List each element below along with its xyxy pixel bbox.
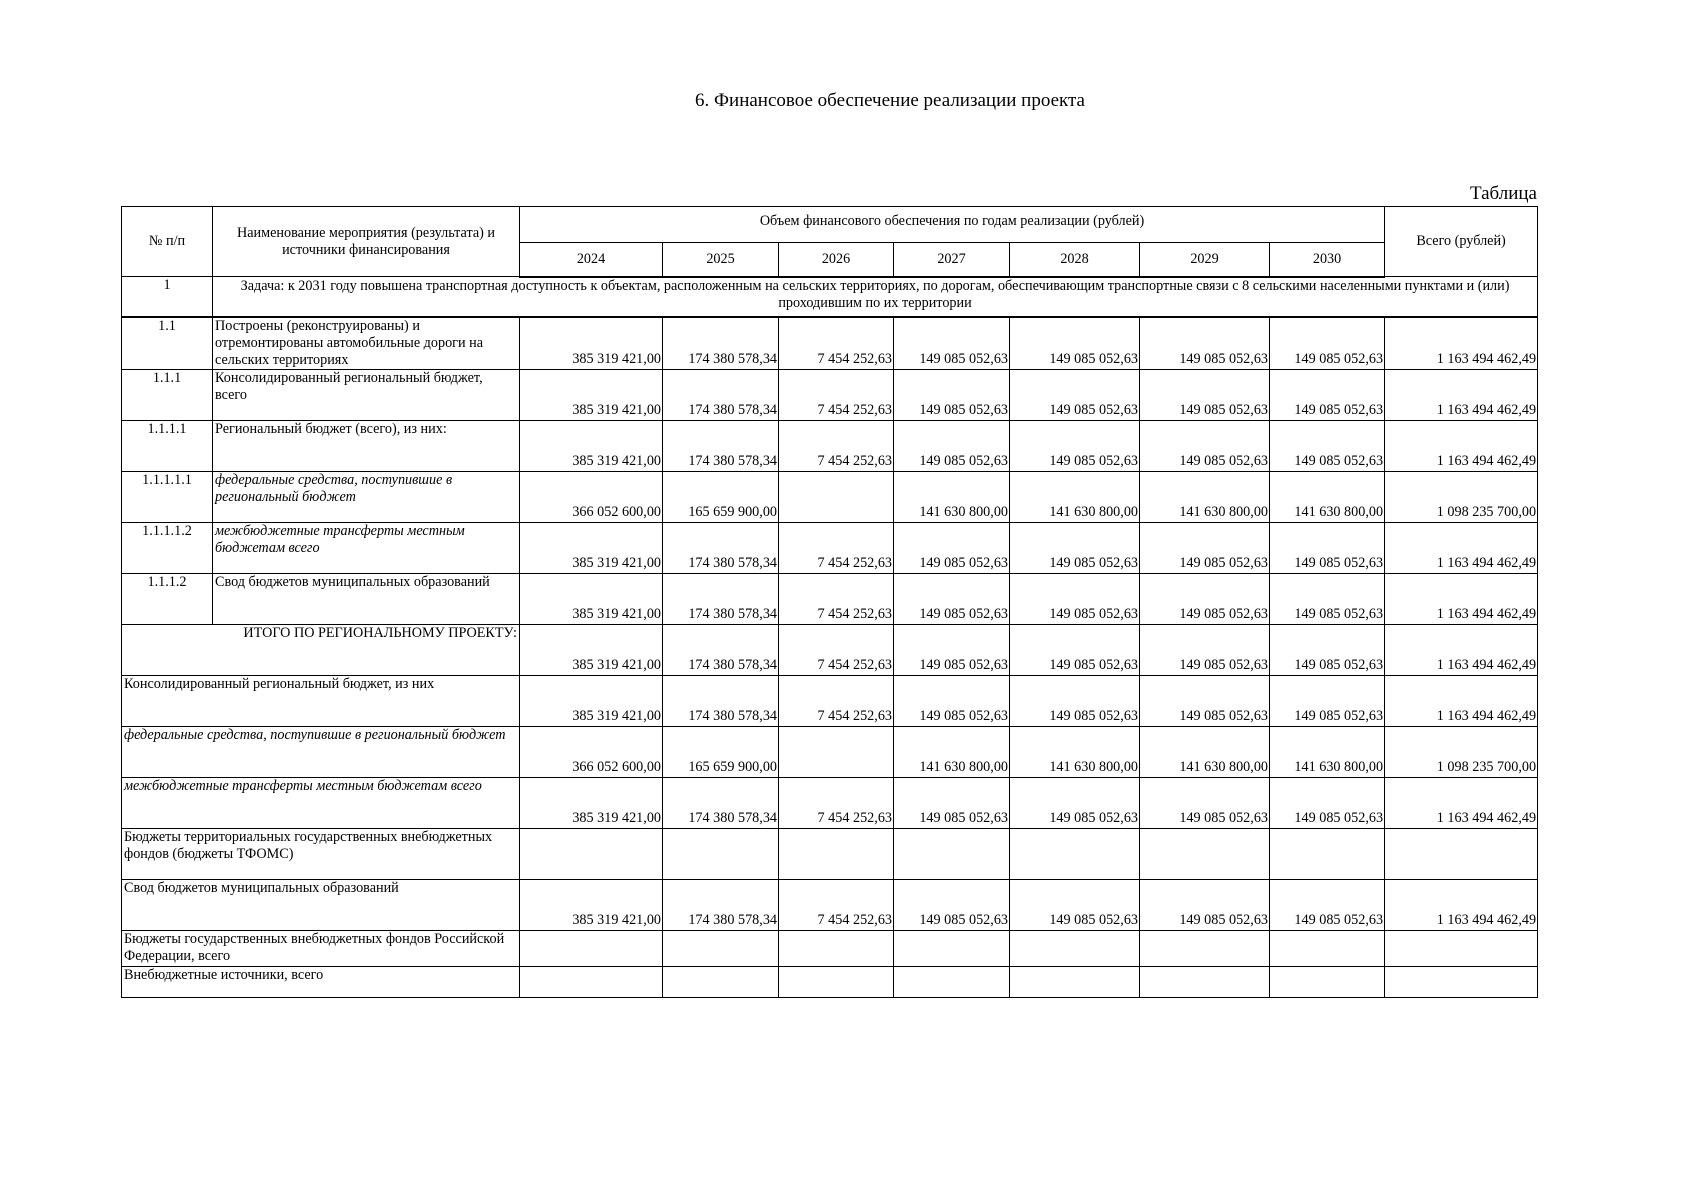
summary-value: 149 085 052,63 bbox=[1010, 624, 1140, 675]
row-total: 1 163 494 462,49 bbox=[1385, 420, 1538, 471]
summary-value: 174 380 578,34 bbox=[663, 777, 779, 828]
header-num: № п/п bbox=[122, 207, 213, 277]
row-value: 149 085 052,63 bbox=[894, 420, 1010, 471]
row-value: 149 085 052,63 bbox=[1010, 420, 1140, 471]
row-value: 149 085 052,63 bbox=[894, 573, 1010, 624]
row-value: 149 085 052,63 bbox=[1270, 420, 1385, 471]
summary-value: 149 085 052,63 bbox=[1270, 624, 1385, 675]
summary-value: 149 085 052,63 bbox=[894, 624, 1010, 675]
row-total: 1 098 235 700,00 bbox=[1385, 471, 1538, 522]
task-text: Задача: к 2031 году повышена транспортная доступность к объектам, расположенным на сельских территориях, по дорогам, обеспечивающим транспортные связи с 8 сельскими населенными пунктами и (или) проходившим по их территории bbox=[213, 277, 1538, 317]
row-name: Свод бюджетов муниципальных образований bbox=[213, 573, 520, 624]
year-header: 2028 bbox=[1010, 243, 1140, 277]
summary-name: Бюджеты территориальных государственных внебюджетных фондов (бюджеты ТФОМС) bbox=[122, 828, 520, 879]
summary-value bbox=[520, 828, 663, 879]
summary-value: 385 319 421,00 bbox=[520, 879, 663, 930]
summary-value bbox=[1010, 828, 1140, 879]
row-value: 149 085 052,63 bbox=[1140, 317, 1270, 370]
row-value: 149 085 052,63 bbox=[1010, 369, 1140, 420]
row-name: федеральные средства, поступившие в региональный бюджет bbox=[213, 471, 520, 522]
row-name: межбюджетные трансферты местным бюджетам всего bbox=[213, 522, 520, 573]
summary-row bbox=[122, 828, 1538, 879]
summary-value: 149 085 052,63 bbox=[1010, 879, 1140, 930]
summary-value bbox=[1270, 966, 1385, 997]
summary-row bbox=[122, 675, 1538, 726]
row-value: 149 085 052,63 bbox=[1140, 420, 1270, 471]
row-value: 7 454 252,63 bbox=[779, 369, 894, 420]
summary-row bbox=[122, 726, 1538, 777]
summary-value: 141 630 800,00 bbox=[894, 726, 1010, 777]
summary-value bbox=[1010, 966, 1140, 997]
row-name: Консолидированный региональный бюджет, всего bbox=[213, 369, 520, 420]
row-num: 1.1.1.2 bbox=[122, 573, 213, 624]
row-value bbox=[779, 471, 894, 522]
summary-value bbox=[1270, 828, 1385, 879]
row-name: Построены (реконструированы) и отремонтированы автомобильные дороги на сельских территориях bbox=[213, 317, 520, 370]
summary-total: 1 163 494 462,49 bbox=[1385, 777, 1538, 828]
row-num: 1.1.1.1.2 bbox=[122, 522, 213, 573]
summary-value bbox=[520, 966, 663, 997]
summary-row bbox=[122, 624, 1538, 675]
table-row bbox=[122, 522, 1538, 573]
summary-name: Бюджеты государственных внебюджетных фондов Российской Федерации, всего bbox=[122, 930, 520, 966]
summary-value: 174 380 578,34 bbox=[663, 624, 779, 675]
summary-value bbox=[520, 930, 663, 966]
table-row bbox=[122, 317, 1538, 370]
summary-value: 141 630 800,00 bbox=[1270, 726, 1385, 777]
summary-row bbox=[122, 879, 1538, 930]
summary-value bbox=[663, 828, 779, 879]
row-num: 1.1.1 bbox=[122, 369, 213, 420]
summary-value: 149 085 052,63 bbox=[1270, 879, 1385, 930]
summary-value bbox=[1140, 966, 1270, 997]
summary-value: 149 085 052,63 bbox=[1010, 777, 1140, 828]
summary-value: 149 085 052,63 bbox=[894, 675, 1010, 726]
summary-name: федеральные средства, поступившие в региональный бюджет bbox=[122, 726, 520, 777]
row-value: 141 630 800,00 bbox=[1010, 471, 1140, 522]
table-row bbox=[122, 471, 1538, 522]
table-row bbox=[122, 369, 1538, 420]
summary-name: межбюджетные трансферты местным бюджетам всего bbox=[122, 777, 520, 828]
summary-value bbox=[894, 930, 1010, 966]
row-value: 174 380 578,34 bbox=[663, 420, 779, 471]
summary-value bbox=[779, 930, 894, 966]
summary-value: 7 454 252,63 bbox=[779, 777, 894, 828]
summary-value: 149 085 052,63 bbox=[1140, 624, 1270, 675]
row-value: 7 454 252,63 bbox=[779, 522, 894, 573]
year-header: 2030 bbox=[1270, 243, 1385, 277]
row-value: 149 085 052,63 bbox=[1010, 317, 1140, 370]
row-value: 385 319 421,00 bbox=[520, 573, 663, 624]
row-value: 149 085 052,63 bbox=[1010, 573, 1140, 624]
summary-value: 149 085 052,63 bbox=[1140, 675, 1270, 726]
document-title: 6. Финансовое обеспечение реализации проекта bbox=[695, 90, 1085, 111]
summary-value: 7 454 252,63 bbox=[779, 624, 894, 675]
summary-name: Внебюджетные источники, всего bbox=[122, 966, 520, 997]
year-header: 2026 bbox=[779, 243, 894, 277]
row-value: 149 085 052,63 bbox=[894, 317, 1010, 370]
summary-value bbox=[779, 966, 894, 997]
year-header: 2027 bbox=[894, 243, 1010, 277]
summary-value: 149 085 052,63 bbox=[1140, 777, 1270, 828]
row-num: 1.1 bbox=[122, 317, 213, 370]
summary-value: 385 319 421,00 bbox=[520, 675, 663, 726]
summary-value: 7 454 252,63 bbox=[779, 879, 894, 930]
summary-value: 385 319 421,00 bbox=[520, 777, 663, 828]
summary-row bbox=[122, 930, 1538, 966]
summary-value: 174 380 578,34 bbox=[663, 879, 779, 930]
summary-value bbox=[663, 966, 779, 997]
row-value: 385 319 421,00 bbox=[520, 522, 663, 573]
row-value: 149 085 052,63 bbox=[1140, 573, 1270, 624]
row-num: 1.1.1.1.1 bbox=[122, 471, 213, 522]
header-volume: Объем финансового обеспечения по годам реализации (рублей) bbox=[520, 207, 1385, 243]
row-value: 149 085 052,63 bbox=[1140, 369, 1270, 420]
row-value: 7 454 252,63 bbox=[779, 420, 894, 471]
summary-value: 149 085 052,63 bbox=[894, 777, 1010, 828]
summary-total: 1 163 494 462,49 bbox=[1385, 675, 1538, 726]
summary-value bbox=[894, 966, 1010, 997]
summary-value: 7 454 252,63 bbox=[779, 675, 894, 726]
row-total: 1 163 494 462,49 bbox=[1385, 522, 1538, 573]
task-num: 1 bbox=[122, 277, 213, 317]
summary-name: Консолидированный региональный бюджет, из них bbox=[122, 675, 520, 726]
summary-total bbox=[1385, 930, 1538, 966]
row-value: 141 630 800,00 bbox=[1270, 471, 1385, 522]
summary-total bbox=[1385, 966, 1538, 997]
summary-value: 149 085 052,63 bbox=[1270, 675, 1385, 726]
summary-row bbox=[122, 966, 1538, 997]
summary-name: Свод бюджетов муниципальных образований bbox=[122, 879, 520, 930]
row-total: 1 163 494 462,49 bbox=[1385, 317, 1538, 370]
row-value: 7 454 252,63 bbox=[779, 317, 894, 370]
row-value: 149 085 052,63 bbox=[1270, 573, 1385, 624]
row-value: 149 085 052,63 bbox=[1270, 522, 1385, 573]
summary-value: 366 052 600,00 bbox=[520, 726, 663, 777]
row-value: 385 319 421,00 bbox=[520, 317, 663, 370]
summary-value bbox=[663, 930, 779, 966]
summary-total: 1 163 494 462,49 bbox=[1385, 624, 1538, 675]
summary-value: 174 380 578,34 bbox=[663, 675, 779, 726]
summary-value: 141 630 800,00 bbox=[1140, 726, 1270, 777]
row-value: 149 085 052,63 bbox=[894, 369, 1010, 420]
row-value: 385 319 421,00 bbox=[520, 369, 663, 420]
row-value: 141 630 800,00 bbox=[1140, 471, 1270, 522]
summary-value: 149 085 052,63 bbox=[1270, 777, 1385, 828]
row-value: 174 380 578,34 bbox=[663, 317, 779, 370]
summary-row bbox=[122, 777, 1538, 828]
summary-value: 165 659 900,00 bbox=[663, 726, 779, 777]
row-value: 149 085 052,63 bbox=[1140, 522, 1270, 573]
row-value: 385 319 421,00 bbox=[520, 420, 663, 471]
summary-value bbox=[779, 828, 894, 879]
table-row bbox=[122, 573, 1538, 624]
row-name: Региональный бюджет (всего), из них: bbox=[213, 420, 520, 471]
year-header: 2024 bbox=[520, 243, 663, 277]
row-total: 1 163 494 462,49 bbox=[1385, 369, 1538, 420]
summary-value bbox=[1270, 930, 1385, 966]
row-value: 7 454 252,63 bbox=[779, 573, 894, 624]
header-name: Наименование мероприятия (результата) и источники финансирования bbox=[213, 207, 520, 277]
table-caption: Таблица bbox=[1469, 183, 1537, 204]
row-value: 149 085 052,63 bbox=[1010, 522, 1140, 573]
row-value: 149 085 052,63 bbox=[1270, 369, 1385, 420]
summary-value bbox=[1140, 930, 1270, 966]
task-row bbox=[122, 277, 1538, 317]
header-row bbox=[122, 207, 1538, 243]
summary-value: 385 319 421,00 bbox=[520, 624, 663, 675]
summary-value bbox=[779, 726, 894, 777]
summary-value bbox=[894, 828, 1010, 879]
row-num: 1.1.1.1 bbox=[122, 420, 213, 471]
row-total: 1 163 494 462,49 bbox=[1385, 573, 1538, 624]
summary-value: 141 630 800,00 bbox=[1010, 726, 1140, 777]
summary-value: 149 085 052,63 bbox=[1010, 675, 1140, 726]
row-value: 366 052 600,00 bbox=[520, 471, 663, 522]
row-value: 141 630 800,00 bbox=[894, 471, 1010, 522]
row-value: 174 380 578,34 bbox=[663, 522, 779, 573]
row-value: 174 380 578,34 bbox=[663, 369, 779, 420]
summary-total: 1 163 494 462,49 bbox=[1385, 879, 1538, 930]
table-body bbox=[122, 207, 1538, 998]
row-value: 165 659 900,00 bbox=[663, 471, 779, 522]
financing-table bbox=[121, 206, 1538, 998]
header-total: Всего (рублей) bbox=[1385, 207, 1538, 277]
summary-total bbox=[1385, 828, 1538, 879]
row-value: 174 380 578,34 bbox=[663, 573, 779, 624]
summary-value: 149 085 052,63 bbox=[894, 879, 1010, 930]
row-value: 149 085 052,63 bbox=[894, 522, 1010, 573]
table-row bbox=[122, 420, 1538, 471]
year-header: 2025 bbox=[663, 243, 779, 277]
summary-name: ИТОГО ПО РЕГИОНАЛЬНОМУ ПРОЕКТУ: bbox=[122, 624, 520, 675]
year-header: 2029 bbox=[1140, 243, 1270, 277]
summary-value bbox=[1140, 828, 1270, 879]
row-value: 149 085 052,63 bbox=[1270, 317, 1385, 370]
summary-value: 149 085 052,63 bbox=[1140, 879, 1270, 930]
summary-total: 1 098 235 700,00 bbox=[1385, 726, 1538, 777]
summary-value bbox=[1010, 930, 1140, 966]
